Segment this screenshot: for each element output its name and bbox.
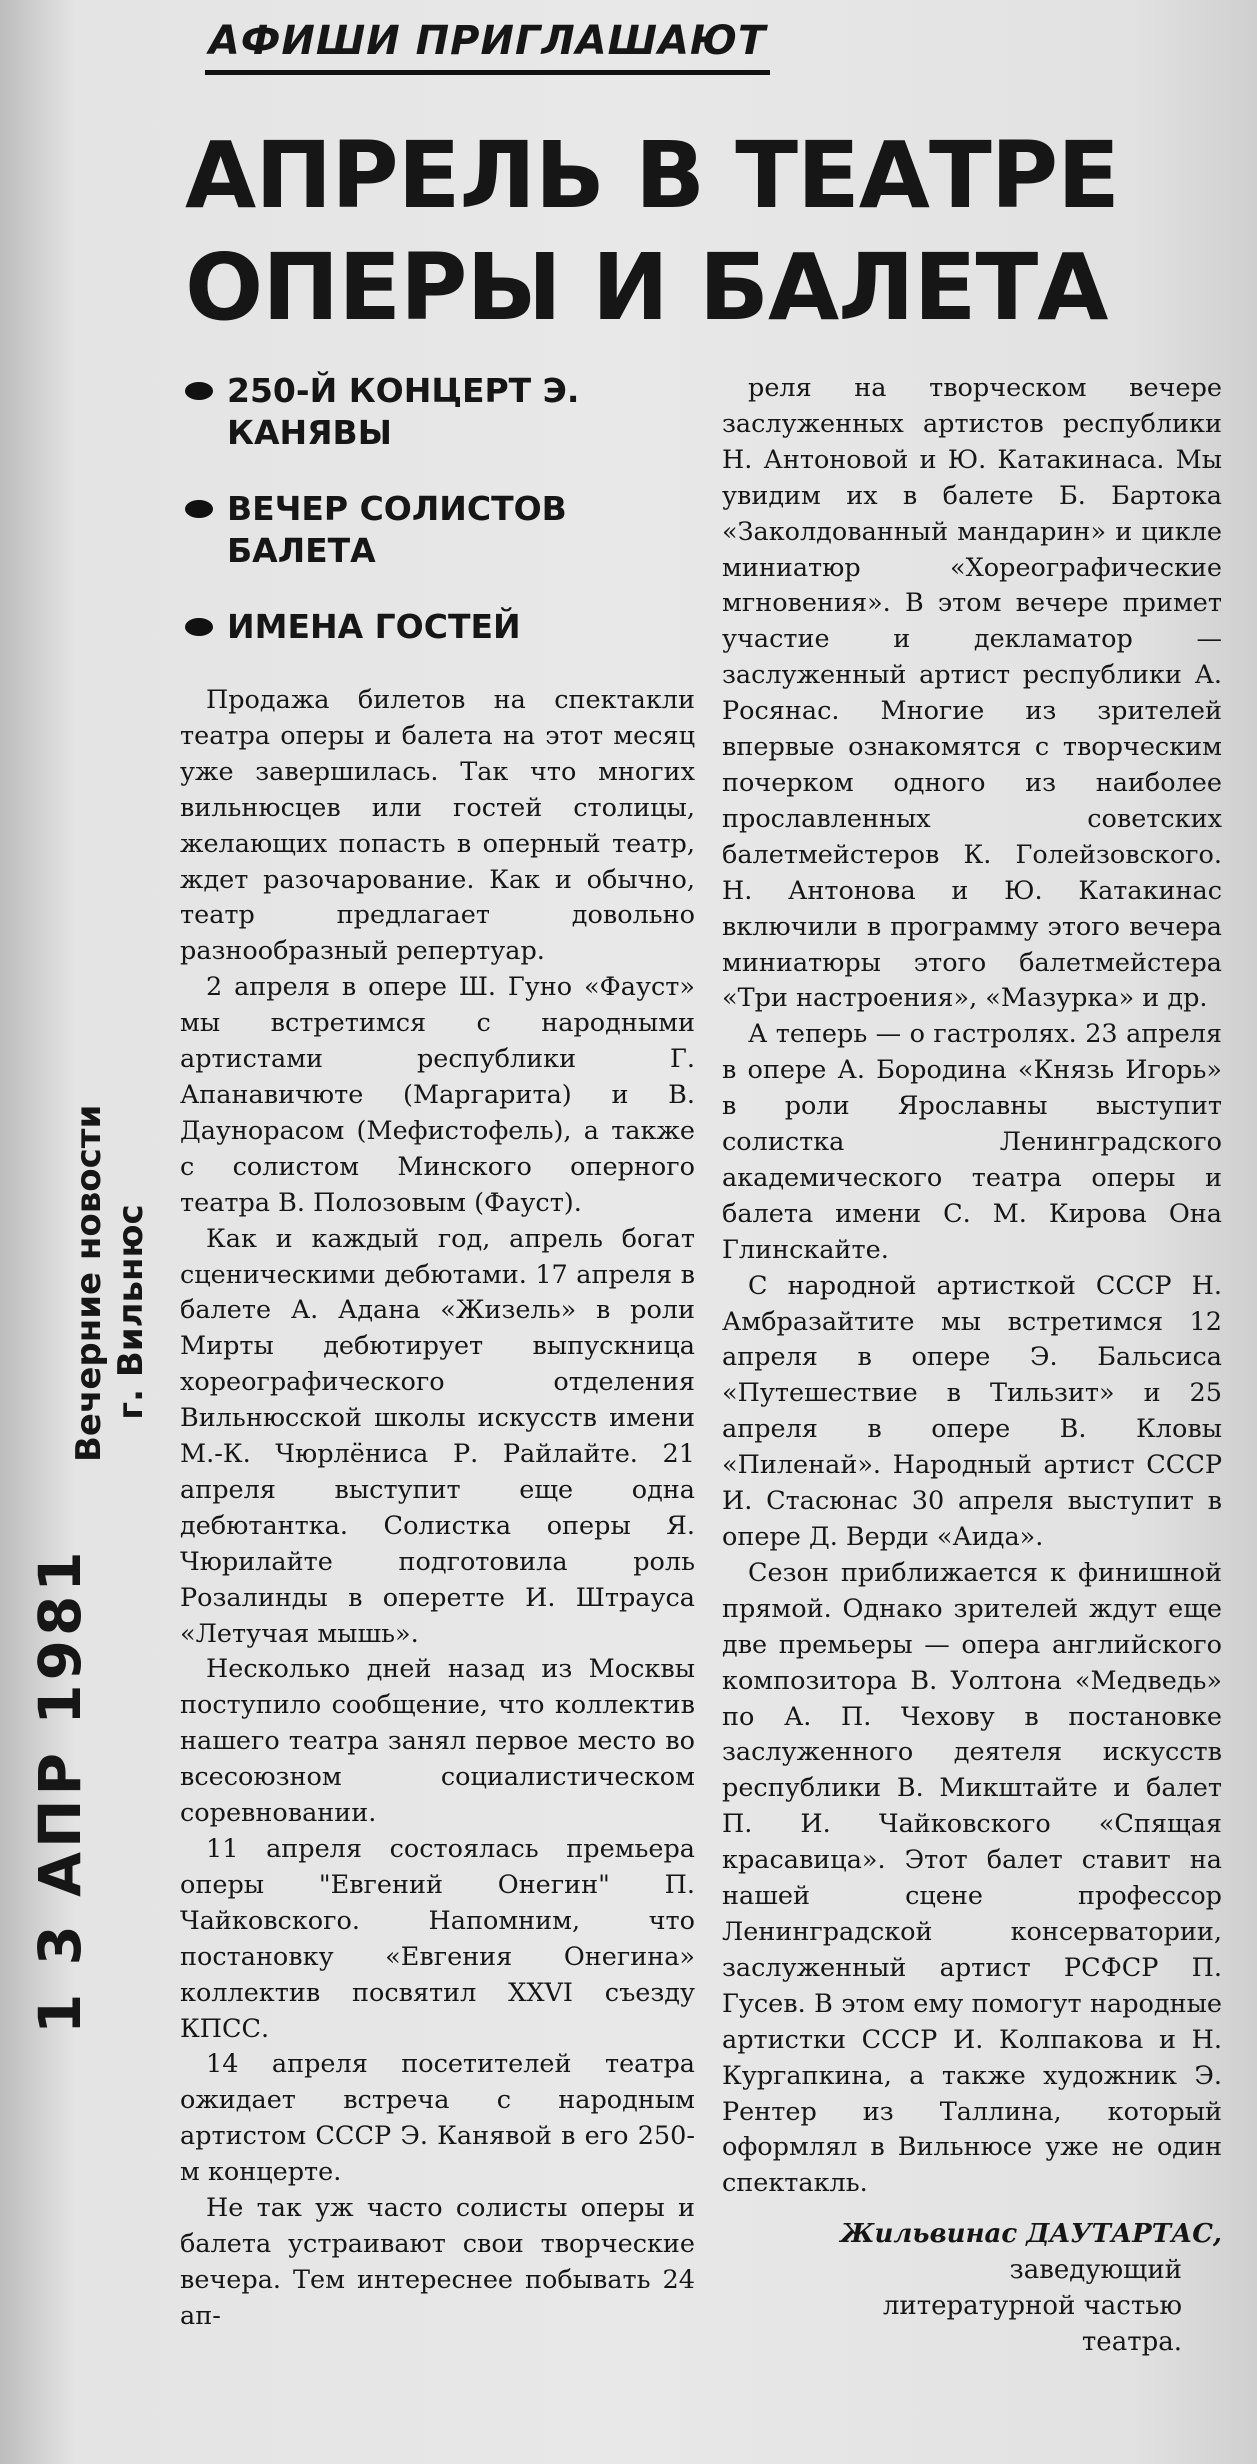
paragraph: А теперь — о гастролях. 23 апреля в опере А. Бородина «Князь Игорь» в роли Ярославны выступит солистка Ленинградского академического театра оперы и балета имени С. М. Кирова Она Глинскайте. [722, 1019, 1222, 1265]
bullet-icon [185, 618, 213, 636]
headline-line: ОПЕРЫ И БАЛЕТА [185, 234, 1108, 341]
paragraph: С народной артисткой СССР Н. Амбразайтите мы встретимся 12 апреля в опере Э. Бальсиса «Путешествие в Тильзит» и 25 апреля в опере В. Кловы «Пиленай». Народный артист СССР И. Стасюнас 30 апреля выступит в опере Д. Верди «Аида». [722, 1270, 1222, 1552]
newspaper-city: г. Вильнюс [111, 1204, 151, 1420]
subheading-text: 250-Й КОНЦЕРТ Э. КАНЯВЫ [227, 371, 580, 452]
subheading-text: ИМЕНА ГОСТЕЙ [227, 607, 521, 646]
subheading-item [185, 488, 705, 572]
article-headline [185, 120, 1185, 344]
paragraph: реля на творческом вечере заслуженных артистов республики Н. Антоновой и Ю. Катакинаса. Мы увидим их в балете Б. Бартока «Заколдованный мандарин» и цикле миниатюр «Хореографические мгновения». В этом вечере примет участие и декламатор — заслуженный артист республики А. Росянас. Многие из зрителей впервые ознакомятся с творческим почерком одного из наиболее прославленных советских балетмейстеров К. Голейзовского. Н. Антонова и Ю. Катакинас включили в программу этого вечера миниатюры этого балетмейстера «Три настроения», «Мазурка» и др. [722, 373, 1222, 1014]
section-rubric: АФИШИ ПРИГЛАШАЮТ [205, 18, 770, 75]
author-signature [722, 2216, 1222, 2360]
author-name: Жильвинас ДАУТАРТАС, [840, 2219, 1222, 2250]
bullet-icon [185, 382, 213, 400]
paragraph: 14 апреля посетителей театра ожидает встреча с народным артистом СССР Э. Канявой в его 250-м концерте. [180, 2049, 695, 2188]
paragraph: 2 апреля в опере Ш. Гуно «Фауст» мы встретимся с народными артистами республики Г. Апанавичюте (Маргарита) и В. Даунорасом (Мефистофель), а также с солистом Минского оперного театра В. Полозовым (Фауст). [180, 972, 695, 1218]
article-column-right [722, 371, 1222, 2360]
paragraph: 11 апреля состоялась премьера оперы "Евгений Онегин" П. Чайковского. Напомним, что постановку «Евгения Онегина» коллектив посвятил XXVI съезду КПСС. [180, 1834, 695, 2044]
newspaper-stamp [68, 1104, 152, 1462]
paragraph: Несколько дней назад из Москвы поступило сообщение, что коллектив нашего театра занял первое место во всесоюзном социалистическом соревновании. [180, 1654, 695, 1829]
headline-line: АПРЕЛЬ В ТЕАТРЕ [185, 122, 1120, 229]
paragraph: Как и каждый год, апрель богат сценическими дебютами. 17 апреля в балете А. Адана «Жизель» в роли Мирты дебютирует выпускница хореографического отделения Вильнюсской школы искусств имени М.-К. Чюрлёниса Р. Райлайте. 21 апреля выступит еще одна дебютантка. Солистка оперы Я. Чюрилайте подготовила роль Розалинды в оперетте И. Штрауса «Летучая мышь». [180, 1223, 695, 1649]
paragraph: Продажа билетов на спектакли театра оперы и балета на этот месяц уже завершилась. Так что многих вильнюсцев или гостей столицы, желающих попасть в оперный театр, ждет разочарование. Как и обычно, театр предлагает довольно разнообразный репертуар. [180, 685, 695, 967]
subheading-item [185, 606, 705, 648]
subheading-item [185, 370, 705, 454]
paragraph: Сезон приближается к финишной прямой. Однако зрителей ждут еще две премьеры — опера английского композитора В. Уолтона «Медведь» по А. П. Чехову в постановке заслуженного деятеля искусств республики В. Микштайте и балет П. И. Чайковского «Спящая красавица». Этот балет ставит на нашей сцене профессор Ленинградской консерватории, заслуженный артист РСФСР П. Гусев. В этом ему помогут народные артистки СССР И. Колпакова и Н. Кургапкина, а также художник Э. Рентер из Таллина, который оформлял в Вильнюсе уже не один спектакль. [722, 1557, 1222, 2199]
article-column-left [180, 683, 695, 2335]
subheading-text: ВЕЧЕР СОЛИСТОВ БАЛЕТА [227, 489, 567, 570]
subheadings [185, 370, 705, 682]
newspaper-name: Вечерние новости [69, 1104, 109, 1462]
bullet-icon [185, 500, 213, 518]
author-position: заведующий [1009, 2255, 1182, 2286]
paragraph: Не так уж часто солисты оперы и балета устраивают свои творческие вечера. Тем интереснее побывать 24 ап- [180, 2193, 695, 2331]
author-position: театра. [1081, 2327, 1182, 2358]
date-stamp: 1 3 АПР 1981 [26, 1547, 94, 2034]
author-position: литературной частью [882, 2291, 1182, 2322]
